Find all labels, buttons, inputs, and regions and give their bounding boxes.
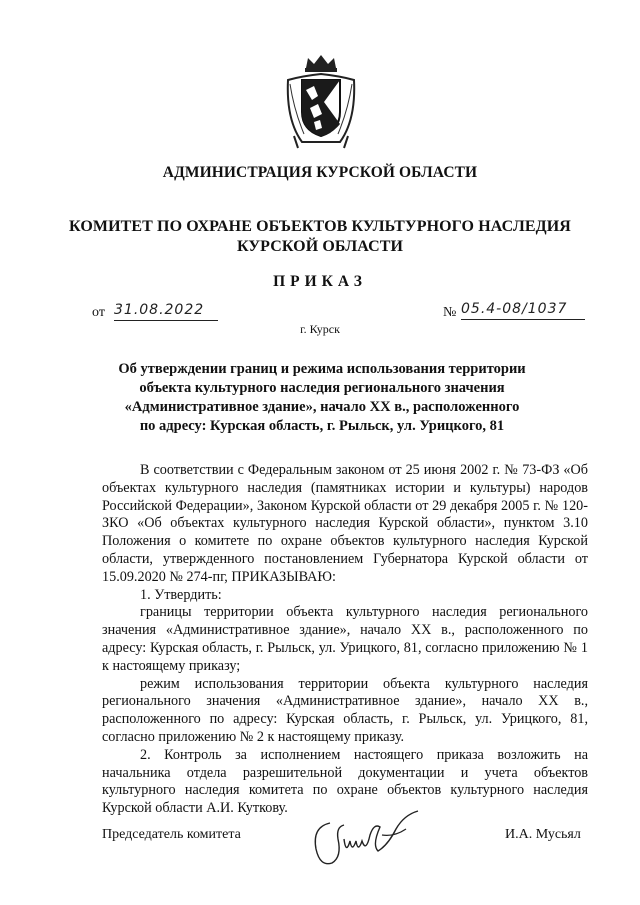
title-line: «Административное здание», начало XX в., расположенного	[124, 399, 520, 415]
paragraph-boundaries: границы территории объекта культурного наследия регионального значения «Административное здание», начало XX в., расположенного по адресу: Курская область, г. Рыльск, ул. Урицкого, 81, согласно приложению № 1 к настоящему приказу;	[102, 604, 588, 674]
date-value: 31.08.2022	[114, 301, 218, 321]
handwritten-signature	[308, 805, 438, 875]
document-body	[102, 462, 588, 818]
committee-heading-line2: КУРСКОЙ ОБЛАСТИ	[236, 238, 404, 255]
title-line: Об утверждении границ и режима использования территории	[118, 361, 526, 377]
title-line: объекта культурного наследия регионального значения	[139, 380, 505, 396]
paragraph-regime: режим использования территории объекта культурного наследия регионального значения «Административное здание», начало XX в., расположенного по адресу: Курская область, г. Рыльск, ул. Урицкого, 81, согласно приложению № 2 к настоящему приказу.	[102, 675, 588, 745]
paragraph-item-1: 1. Утвердить:	[140, 586, 222, 603]
committee-heading-line1: КОМИТЕТ ПО ОХРАНЕ ОБЪЕКТОВ КУЛЬТУРНОГО НАСЛЕДИЯ	[69, 218, 571, 235]
signer-position: Председатель комитета	[102, 827, 241, 842]
document-type: ПРИКАЗ	[273, 273, 367, 290]
order-number: 05.4-08/1037	[461, 300, 585, 320]
paragraph-preamble: В соответствии с Федеральным законом от 25 июня 2002 г. № 73-ФЗ «Об объектах культурного наследия (памятниках истории и культуры) народов Российской Федерации», Законом Курской области от 29 декабря 2005 г. № 120-ЗКО «Об объектах культурного наследия Курской области», пунктом 3.10 Положения о комитете по охране объектов культурного наследия Курской области, утвержденного постановлением Губернатора Курской области от 15.09.2020 № 274-пг, ПРИКАЗЫВАЮ:	[102, 462, 588, 585]
paragraph-item-2: 2. Контроль за исполнением настоящего приказа возложить на начальника отдела разрешительной документации и учета объектов культурного наследия комитета по охране объектов культурного наследия Курской области А.И. Куткову.	[102, 746, 588, 817]
administration-heading: АДМИНИСТРАЦИЯ КУРСКОЙ ОБЛАСТИ	[162, 164, 478, 181]
document-title	[110, 360, 534, 436]
date-prefix: от	[92, 305, 105, 320]
number-prefix: №	[443, 305, 457, 320]
city: г. Курск	[300, 322, 340, 336]
title-line: по адресу: Курская область, г. Рыльск, ул. Урицкого, 81	[139, 418, 505, 434]
signer-name: И.А. Мусьял	[505, 827, 581, 842]
coat-of-arms-icon	[284, 50, 358, 150]
committee-heading	[0, 217, 640, 257]
